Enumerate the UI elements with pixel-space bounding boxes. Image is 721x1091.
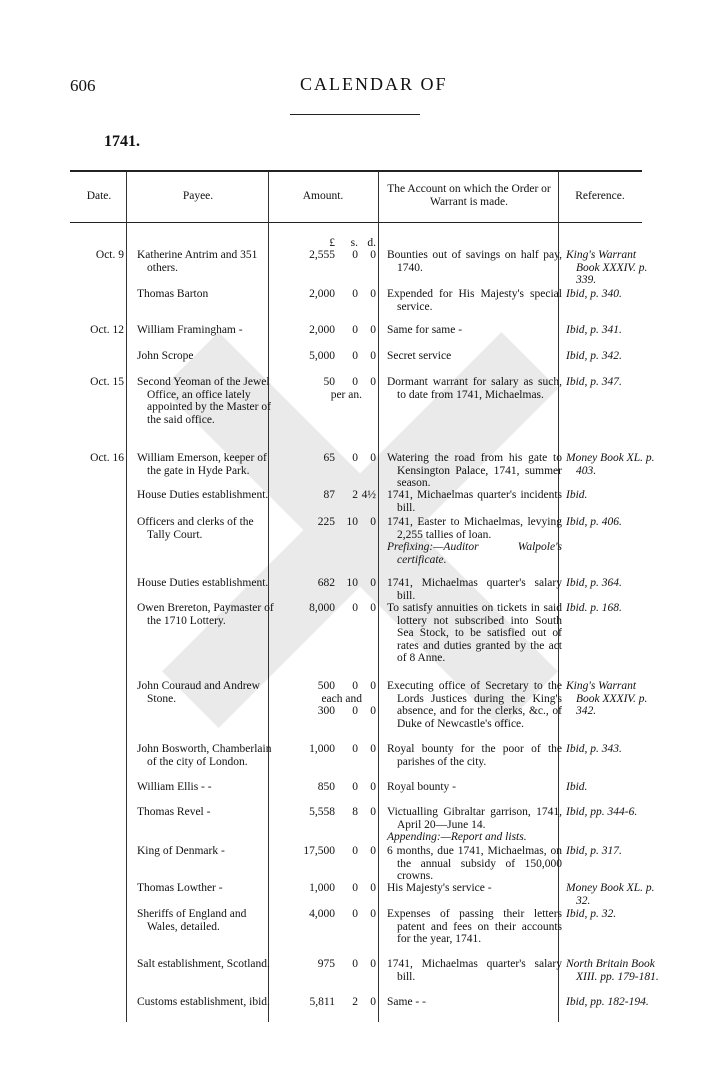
entry-account bbox=[387, 288, 562, 313]
entry-amount bbox=[270, 489, 376, 502]
amount-note: per an. bbox=[330, 388, 362, 401]
entry-reference: Ibid, p. 32. bbox=[566, 908, 617, 920]
entry-account bbox=[387, 452, 562, 490]
account-text: Secret service bbox=[387, 350, 452, 362]
entry-amount bbox=[270, 996, 376, 1009]
year-heading: 1741. bbox=[104, 133, 140, 150]
currency-units bbox=[270, 237, 376, 250]
column-header-reference: Reference. bbox=[575, 190, 625, 202]
account-text: 1741, Michaelmas quarter's incidents bill. bbox=[387, 489, 562, 514]
amount-note: each and bbox=[321, 692, 362, 705]
entry-amount bbox=[270, 882, 376, 895]
table-header-rule bbox=[70, 222, 642, 223]
entry-reference: Ibid. bbox=[566, 489, 588, 501]
amount-pence: 0 bbox=[370, 324, 376, 336]
amount-pence: 0 bbox=[370, 882, 376, 894]
amount-pence: 0 bbox=[370, 577, 376, 589]
column-header-account: The Account on which the Order or Warrant is made. bbox=[387, 183, 551, 208]
entry-account bbox=[387, 958, 562, 983]
entry-payee: William Emerson, keeper of the gate in Hyde Park. bbox=[137, 452, 267, 477]
entry-payee: Katherine Antrim and 351 others. bbox=[137, 249, 258, 274]
account-text: 1741, Easter to Michaelmas, levying 2,255 tallies of loan. bbox=[387, 516, 562, 541]
account-subnote: Prefixing:—Auditor Walpole's certificate. bbox=[387, 541, 562, 566]
amount-shillings: 0 bbox=[352, 602, 358, 614]
entry-amount bbox=[270, 577, 376, 590]
entry-reference: North Britain Book XIII. pp. 179-181. bbox=[566, 958, 659, 983]
entry-amount bbox=[270, 958, 376, 971]
entry-reference: Ibid, p. 343. bbox=[566, 743, 622, 755]
amount-pounds: 500 bbox=[317, 680, 335, 692]
amount-pounds: 2,555 bbox=[309, 249, 335, 261]
amount-pounds: 4,000 bbox=[309, 908, 335, 920]
entry-account bbox=[387, 806, 562, 844]
amount-line bbox=[270, 577, 376, 590]
account-text: Bounties out of savings on half pay, 1740. bbox=[387, 249, 562, 274]
amount-line bbox=[270, 958, 376, 971]
entry-reference: Ibid, p. 364. bbox=[566, 577, 622, 589]
account-text: Same - - bbox=[387, 996, 426, 1008]
amount-line bbox=[270, 376, 376, 389]
amount-pence: 0 bbox=[370, 249, 376, 261]
amount-pence: 0 bbox=[370, 602, 376, 614]
entry-amount bbox=[270, 908, 376, 921]
entry-reference: Money Book XL. p. 32. bbox=[566, 882, 655, 907]
amount-line bbox=[270, 806, 376, 819]
amount-line bbox=[270, 908, 376, 921]
amount-line bbox=[270, 249, 376, 262]
header-rule bbox=[290, 114, 420, 115]
entry-reference: Ibid, p. 341. bbox=[566, 324, 622, 336]
entry-reference: Money Book XL. p. 403. bbox=[566, 452, 655, 477]
pounds-unit: £ bbox=[329, 237, 335, 249]
entry-amount bbox=[270, 680, 376, 718]
running-head: CALENDAR OF bbox=[300, 74, 448, 94]
entry-date: Oct. 9 bbox=[95, 249, 124, 261]
account-text: Watering the road from his gate to Kensington Palace, 1741, summer season. bbox=[387, 452, 562, 490]
amount-shillings: 0 bbox=[352, 845, 358, 857]
amount-pence: 0 bbox=[370, 705, 376, 718]
entry-payee: Thomas Revel - bbox=[137, 806, 211, 818]
amount-line bbox=[270, 516, 376, 529]
amount-line bbox=[270, 781, 376, 794]
entry-reference: Ibid. bbox=[566, 781, 588, 793]
entry-reference: Ibid. p. 168. bbox=[566, 602, 622, 614]
amount-shillings: 0 bbox=[352, 288, 358, 300]
amount-pence: 0 bbox=[370, 743, 376, 755]
entry-account bbox=[387, 845, 562, 883]
entry-payee: House Duties establishment. bbox=[137, 489, 269, 501]
entry-reference: Ibid, p. 347. bbox=[566, 376, 622, 388]
entry-amount bbox=[270, 350, 376, 363]
entry-payee: Thomas Lowther - bbox=[137, 882, 223, 894]
amount-line bbox=[270, 743, 376, 756]
account-text: Royal bounty - bbox=[387, 781, 456, 793]
entry-payee: John Couraud and Andrew Stone. bbox=[137, 680, 260, 705]
entry-date: Oct. 16 bbox=[90, 452, 124, 464]
amount-shillings: 0 bbox=[352, 376, 358, 388]
entry-reference: Ibid, p. 342. bbox=[566, 350, 622, 362]
amount-shillings: 0 bbox=[352, 324, 358, 336]
entry-account bbox=[387, 743, 562, 768]
entry-reference: Ibid, pp. 344-6. bbox=[566, 806, 638, 818]
amount-line bbox=[270, 324, 376, 337]
entry-account bbox=[387, 882, 562, 895]
amount-pence: 0 bbox=[370, 680, 376, 692]
entry-account bbox=[387, 376, 562, 401]
amount-shillings: 0 bbox=[352, 958, 358, 970]
amount-line bbox=[270, 705, 376, 718]
amount-pounds: 87 bbox=[323, 489, 335, 501]
amount-pence: 0 bbox=[370, 908, 376, 920]
entry-amount bbox=[270, 781, 376, 794]
entry-payee: John Bosworth, Chamberlain of the city of London. bbox=[137, 743, 272, 768]
amount-pence: 0 bbox=[370, 350, 376, 362]
amount-pence: 0 bbox=[370, 958, 376, 970]
amount-pounds: 50 bbox=[323, 376, 335, 388]
table-top-rule bbox=[70, 170, 642, 172]
entry-amount bbox=[270, 516, 376, 529]
amount-pence: 0 bbox=[370, 288, 376, 300]
account-text: Executing office of Secretary to the Lords Justices during the King's absence, and for the clerks, &c., of Duke of Newcastle's office. bbox=[387, 680, 562, 730]
amount-pounds: 300 bbox=[317, 705, 335, 718]
amount-pence: 0 bbox=[370, 845, 376, 857]
entry-payee: Customs establishment, ibid. bbox=[137, 996, 270, 1008]
amount-pence: 0 bbox=[370, 806, 376, 818]
amount-shillings: 0 bbox=[352, 882, 358, 894]
amount-shillings: 2 bbox=[352, 489, 358, 501]
entry-reference: Ibid, pp. 182-194. bbox=[566, 996, 649, 1008]
amount-pounds: 850 bbox=[317, 781, 335, 793]
entry-amount bbox=[270, 602, 376, 615]
entry-amount bbox=[270, 324, 376, 337]
entry-reference: Ibid, p. 340. bbox=[566, 288, 622, 300]
amount-shillings: 0 bbox=[352, 908, 358, 920]
amount-pence: 0 bbox=[370, 996, 376, 1008]
entry-amount bbox=[270, 452, 376, 465]
amount-pounds: 225 bbox=[317, 516, 335, 528]
entry-amount bbox=[270, 376, 376, 401]
entry-amount bbox=[270, 288, 376, 301]
column-header-payee: Payee. bbox=[182, 190, 214, 202]
entry-account bbox=[387, 908, 562, 946]
entry-payee: Salt establishment, Scotland. bbox=[137, 958, 270, 970]
amount-line bbox=[270, 350, 376, 363]
column-header-date: Date. bbox=[86, 190, 112, 202]
amount-line bbox=[270, 845, 376, 858]
account-text: Same for same - bbox=[387, 324, 463, 336]
amount-pounds: 5,558 bbox=[309, 806, 335, 818]
entry-account bbox=[387, 489, 562, 514]
account-subnote: Appending:—Report and lists. bbox=[387, 831, 527, 844]
entry-account bbox=[387, 324, 562, 337]
amount-line bbox=[270, 602, 376, 615]
amount-shillings: 8 bbox=[352, 806, 358, 818]
amount-line bbox=[270, 882, 376, 895]
amount-pounds: 5,811 bbox=[309, 996, 335, 1008]
entry-payee: John Scrope bbox=[137, 350, 194, 362]
amount-shillings: 0 bbox=[352, 249, 358, 261]
amount-pence: 0 bbox=[370, 376, 376, 388]
account-text: 6 months, due 1741, Michaelmas, on the annual subsidy of 150,000 crowns. bbox=[387, 845, 562, 883]
entry-payee: William Framingham - bbox=[137, 324, 243, 336]
entry-account bbox=[387, 249, 562, 274]
amount-line bbox=[270, 996, 376, 1009]
amount-pounds: 1,000 bbox=[309, 743, 335, 755]
amount-shillings: 10 bbox=[346, 516, 358, 528]
entry-account bbox=[387, 516, 562, 566]
amount-pounds: 2,000 bbox=[309, 324, 335, 336]
account-text: 1741, Michaelmas quarter's salary bill. bbox=[387, 958, 562, 983]
entry-payee: Second Yeoman of the Jewel Office, an office lately appointed by the Master of the said office. bbox=[137, 376, 271, 426]
account-text: His Majesty's service - bbox=[387, 882, 492, 894]
entry-payee: Thomas Barton bbox=[137, 288, 209, 300]
amount-shillings: 0 bbox=[352, 452, 358, 464]
amount-shillings: 0 bbox=[352, 350, 358, 362]
shillings-unit: s. bbox=[350, 237, 358, 249]
entry-payee: House Duties establishment. bbox=[137, 577, 269, 589]
amount-pounds: 2,000 bbox=[309, 288, 335, 300]
entry-payee: Sheriffs of England and Wales, detailed. bbox=[137, 908, 247, 933]
amount-shillings: 2 bbox=[352, 996, 358, 1008]
amount-pence: 0 bbox=[370, 516, 376, 528]
entry-reference: King's Warrant Book XXXIV. p. 339. bbox=[566, 249, 648, 287]
amount-shillings: 0 bbox=[352, 680, 358, 692]
entry-reference: King's Warrant Book XXXIV. p. 342. bbox=[566, 680, 648, 718]
entry-account bbox=[387, 350, 562, 363]
amount-line bbox=[270, 288, 376, 301]
amount-shillings: 10 bbox=[346, 577, 358, 589]
entry-amount bbox=[270, 249, 376, 262]
amount-shillings: 0 bbox=[352, 743, 358, 755]
amount-shillings: 0 bbox=[352, 781, 358, 793]
page-number: 606 bbox=[70, 76, 96, 95]
column-header-amount: Amount. bbox=[302, 190, 344, 202]
account-text: Dormant warrant for salary as such, to date from 1741, Michaelmas. bbox=[387, 376, 562, 401]
entry-amount bbox=[270, 806, 376, 819]
entry-reference: Ibid, p. 317. bbox=[566, 845, 622, 857]
column-divider bbox=[126, 172, 127, 1022]
account-text: 1741, Michaelmas quarter's salary bill. bbox=[387, 577, 562, 602]
amount-pounds: 8,000 bbox=[309, 602, 335, 614]
account-text: Expended for His Majesty's special service. bbox=[387, 288, 562, 313]
amount-line bbox=[270, 680, 376, 693]
account-text: Royal bounty for the poor of the parishes of the city. bbox=[387, 743, 562, 768]
entry-account bbox=[387, 680, 562, 730]
entry-payee: Officers and clerks of the Tally Court. bbox=[137, 516, 254, 541]
entry-payee: William Ellis - - bbox=[137, 781, 212, 793]
amount-pence: 4½ bbox=[361, 489, 376, 501]
entry-account bbox=[387, 781, 562, 794]
entry-payee: Owen Brereton, Paymaster of the 1710 Lottery. bbox=[137, 602, 274, 627]
pence-unit: d. bbox=[367, 237, 376, 249]
amount-line bbox=[270, 489, 376, 502]
amount-pence: 0 bbox=[370, 781, 376, 793]
entry-reference: Ibid, p. 406. bbox=[566, 516, 622, 528]
account-text: To satisfy annuities on tickets in said lottery not subscribed into South Sea Stock, to be satisfied out of rates and duties granted by the act of 8 Anne. bbox=[387, 602, 562, 665]
entry-account bbox=[387, 996, 562, 1009]
amount-pounds: 682 bbox=[317, 577, 335, 589]
entry-amount bbox=[270, 845, 376, 858]
account-text: Victualling Gibraltar garrison, 1741, April 20—June 14. bbox=[387, 806, 562, 831]
amount-line bbox=[270, 452, 376, 465]
amount-pounds: 975 bbox=[317, 958, 335, 970]
entry-account bbox=[387, 577, 562, 602]
amount-pence: 0 bbox=[370, 452, 376, 464]
entry-amount bbox=[270, 743, 376, 756]
entry-account bbox=[387, 602, 562, 665]
amount-pounds: 1,000 bbox=[309, 882, 335, 894]
amount-shillings: 0 bbox=[352, 705, 358, 718]
amount-pounds: 17,500 bbox=[303, 845, 335, 857]
entry-date: Oct. 12 bbox=[90, 324, 124, 336]
amount-pounds: 5,000 bbox=[309, 350, 335, 362]
entry-payee: King of Denmark - bbox=[137, 845, 225, 857]
entry-date: Oct. 15 bbox=[90, 376, 124, 388]
column-divider bbox=[378, 172, 379, 1022]
account-text: Expenses of passing their letters patent and fees on their accounts for the year, 1741. bbox=[387, 908, 562, 946]
amount-pounds: 65 bbox=[323, 452, 335, 464]
